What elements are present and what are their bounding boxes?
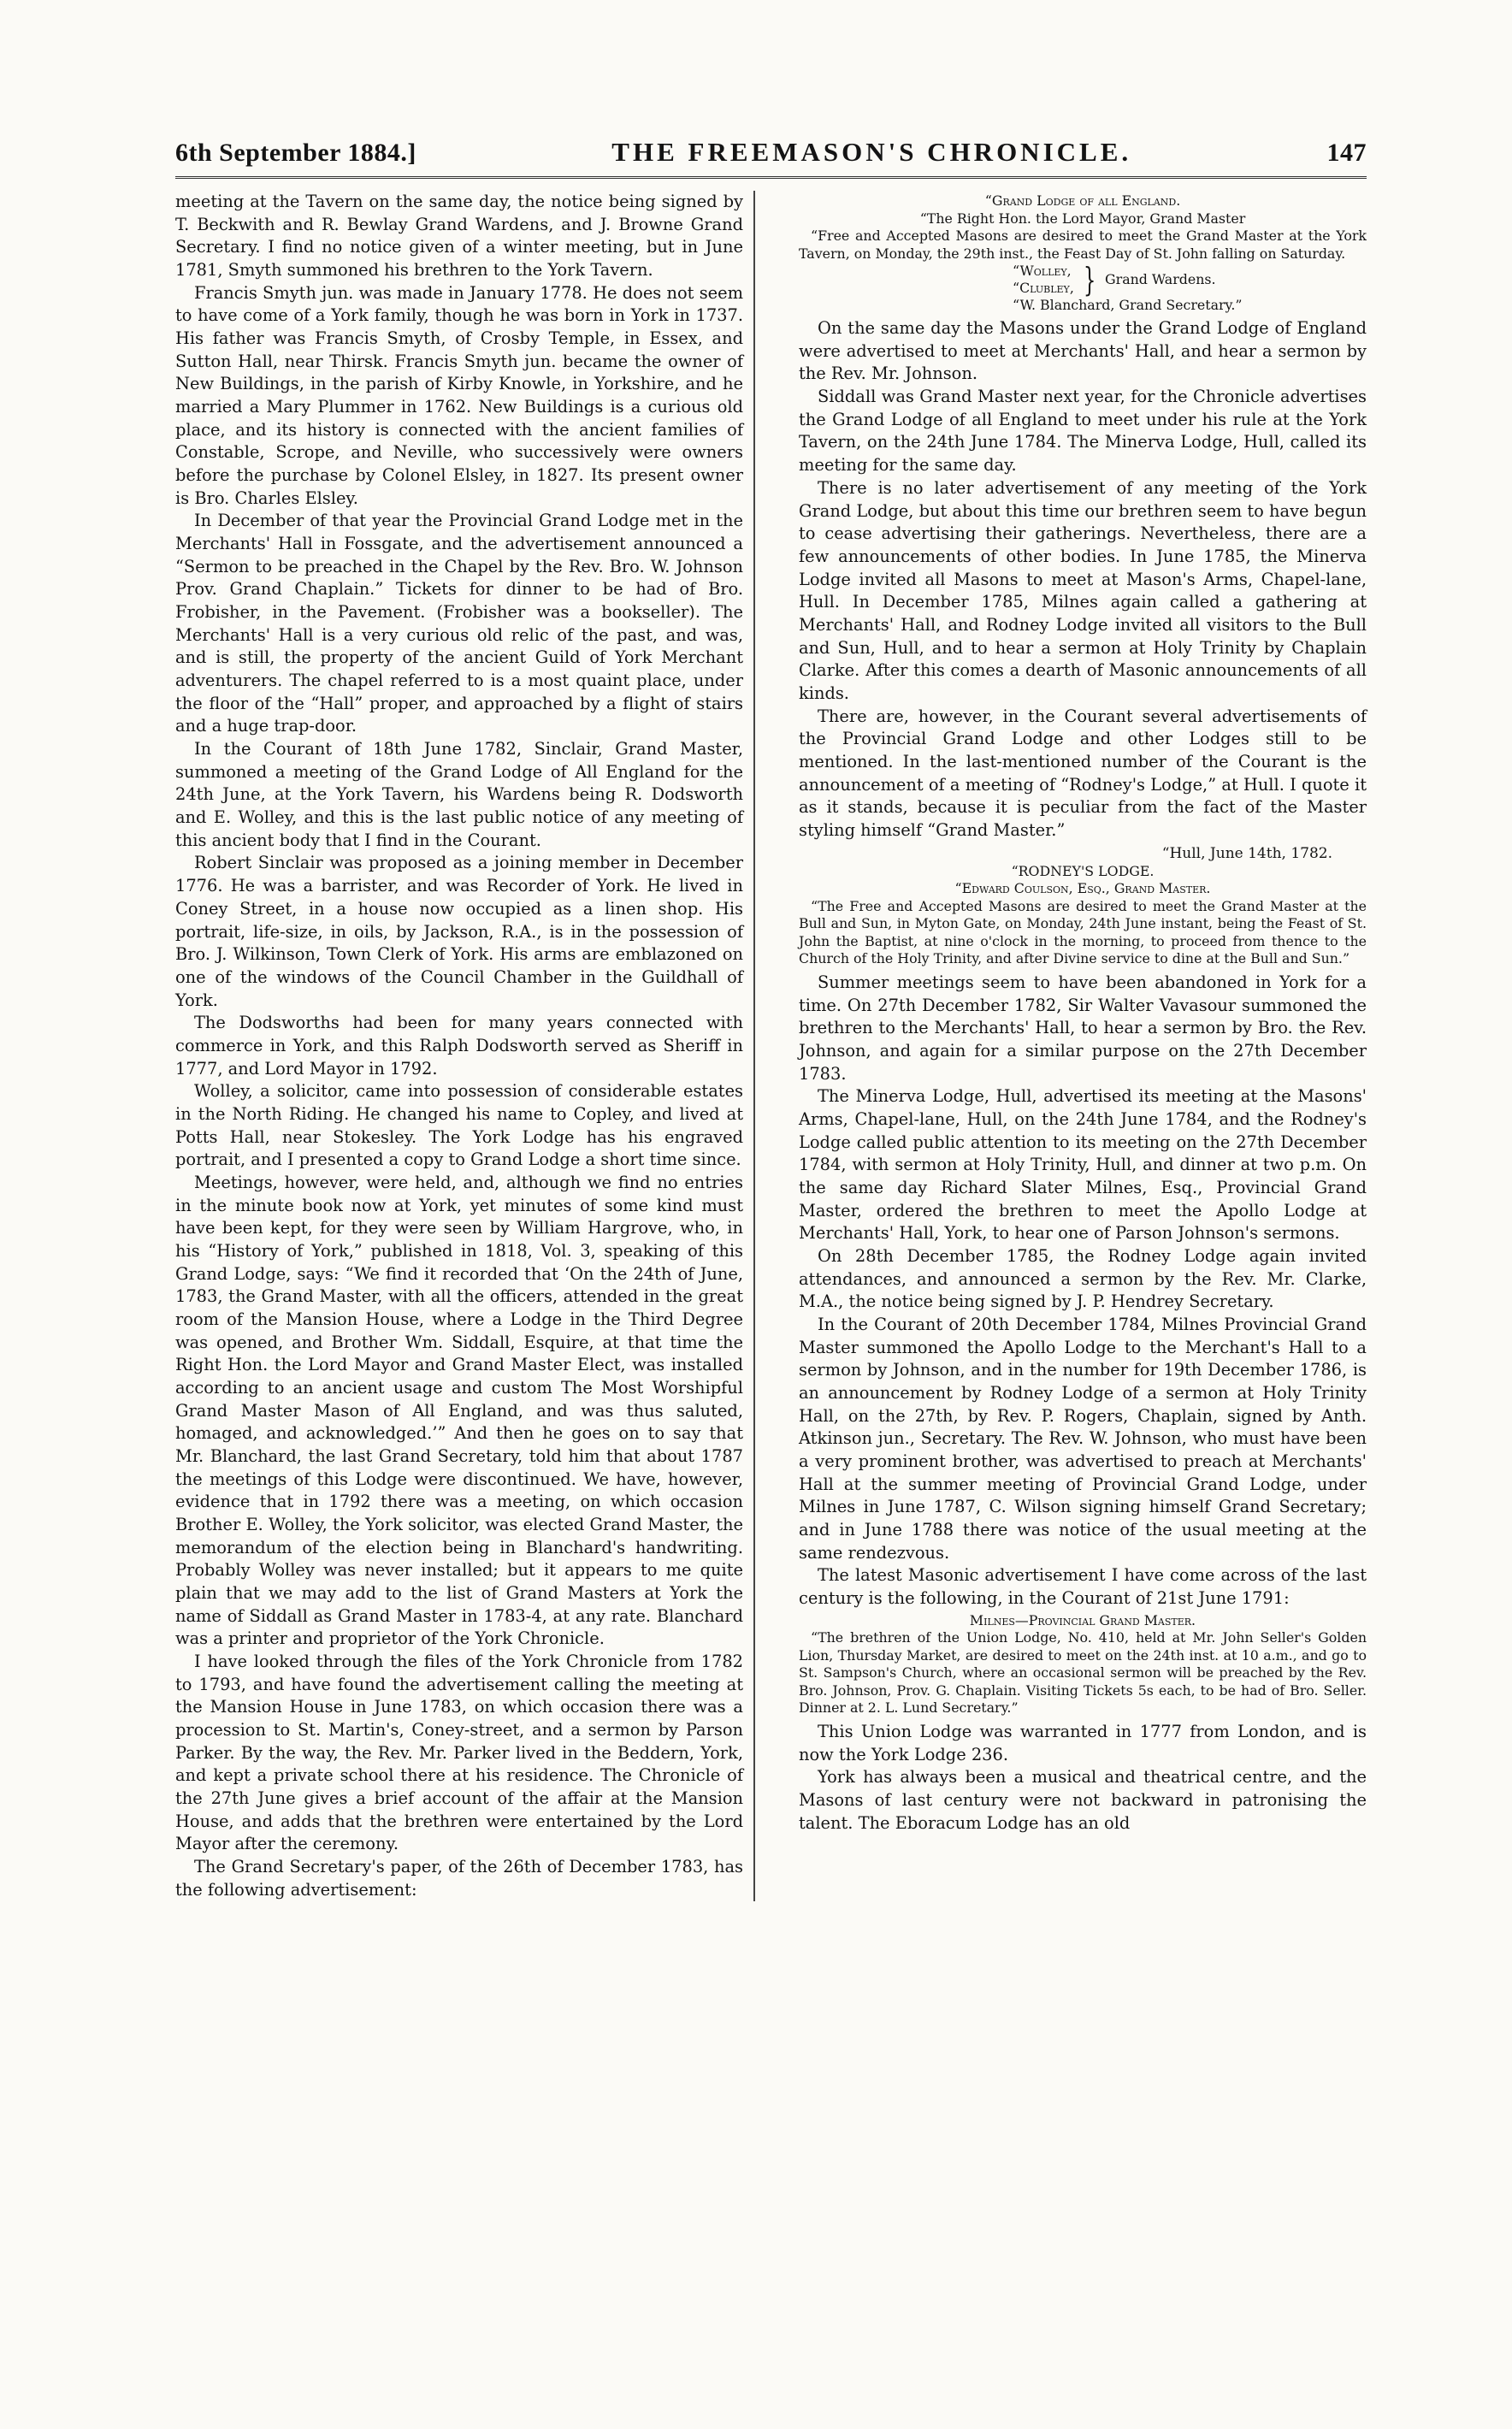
left-column (175, 191, 755, 1901)
header-date: 6th September 1884.] (175, 139, 416, 167)
paragraph: In the Courant of 18th June 1782, Sinclair, Grand Master, summoned a meeting of the Grand Lodge of All England for the 24th June, at the York Tavern, his Wardens being R. Dodsworth and E. Wolley, and this is the last public notice of any meeting of this ancient body that I find in the Courant. (175, 739, 743, 850)
paragraph: meeting at the Tavern on the same day, the notice being signed by T. Beckwith and R. Bewlay Grand Wardens, and J. Browne Grand Secretary. I find no notice given of a winter meeting, but in June 1781, Smyth summoned his brethren to the York Tavern. (175, 192, 743, 281)
advertisement-union-lodge (799, 1612, 1367, 1717)
secretary-signature: “W. Blanchard, Grand Secretary.” (1013, 296, 1243, 313)
paragraph: On the same day the Masons under the Grand Lodge of England were advertised to meet at Merchants' Hall, and hear a sermon by the Rev. Mr. Johnson. (799, 318, 1367, 384)
paragraph: This Union Lodge was warranted in 1777 from London, and is now the York Lodge 236. (799, 1721, 1367, 1764)
advertisement-title: “RODNEY'S LODGE. (1011, 862, 1155, 879)
paragraph: Summer meetings seem to have been abandoned in York for a time. On 27th December 1782, Sir Walter Vavasour summoned the brethren to the Merchants' Hall, to hear a sermon by Bro. the Rev. Johnson, and again for a similar purpose on the 27th December 1783. (799, 972, 1367, 1084)
paragraph: The latest Masonic advertisement I have come across of the last century is the following, in the Courant of 21st June 1791: (799, 1565, 1367, 1608)
paragraph: Francis Smyth jun. was made in January 1778. He does not seem to have come of a York family, though he was born in York in 1737. His father was Francis Smyth, of Crosby Temple, in Essex, and Sutton Hall, near Thirsk. Francis Smyth jun. became the owner of New Buildings, in the parish of Kirby Knowle, in Yorkshire, and he married a Mary Plummer in 1762. New Buildings is a curious old place, and its history is connected with the ancient families of Constable, Scrope, and Neville, who successively were owners before the purchase by Colonel Elsley, in 1827. Its present owner is Bro. Charles Elsley. (175, 282, 743, 508)
paragraph: Robert Sinclair was proposed as a joining member in December 1776. He was a barrister, and was Recorder of York. He lived in Coney Street, in a house now occupied as a linen shop. His portrait, life-size, in oils, by Jackson, R.A., is in the possession of Bro. J. Wilkinson, Town Clerk of York. His arms are emblazoned on one of the windows of the Council Chamber in the Guildhall of York. (175, 853, 743, 1010)
advertisement-grand-lodge (799, 192, 1367, 314)
brace-glyph: } (1083, 260, 1096, 298)
advertisement-master: “Edward Coulson, Esq., Grand Master. (954, 880, 1211, 897)
paragraph: The Grand Secretary's paper, of the 26th of December 1783, has the following advertisement: (175, 1857, 743, 1900)
paragraph: The Dodsworths had been for many years connected with commerce in York, and this Ralph Dodsworth served as Sheriff in 1777, and Lord Mayor in 1792. (175, 1013, 743, 1079)
text-columns (175, 191, 1367, 1901)
paragraph: Meetings, however, were held, and, although we find no entries in the minute book now at York, yet minutes of some kind must have been kept, for they were seen by William Hargrove, who, in his “History of York,” published in 1818, Vol. 3, speaking of this Grand Lodge, says: “We find it recorded that ‘On the 24th of June, 1783, the Grand Master, with all the officers, attended in the great room of the Mansion House, where a Lodge in the Third Degree was opened, and Brother Wm. Siddall, Esquire, at that time the Right Hon. the Lord Mayor and Grand Master Elect, was installed according to an ancient usage and custom The Most Worshipful Grand Master Mason of All England, and was thus saluted, homaged, and acknowledged.’” And then he goes on to say that Mr. Blanchard, the last Grand Secretary, told him that about 1787 the meetings of this Lodge were discontinued. We have, however, evidence that in 1792 there was a meeting, on which occasion Brother E. Wolley, the York solicitor, was elected Grand Master, the memorandum of the election being in Blanchard's handwriting. Probably Wolley was never installed; but it appears to me quite plain that we may add to the list of Grand Masters at York the name of Siddall as Grand Master in 1783-4, at any rate. Blanchard was a printer and proprietor of the York Chronicle. (175, 1172, 743, 1649)
paragraph: In December of that year the Provincial Grand Lodge met in the Merchants' Hall in Fossgate, and the advertisement announced a “Sermon to be preached in the Chapel by the Rev. Bro. W. Johnson Prov. Grand Chaplain.” Tickets for dinner to be had of Bro. Frobisher, in the Pavement. (Frobisher was a bookseller). The Merchants' Hall is a very curious old relic of the past, and was, and is still, the property of the ancient Guild of York Merchant adventurers. The chapel referred to is a most quaint place, under the floor of the “Hall” proper, and approached by a flight of stairs and a huge trap-door. (175, 511, 743, 736)
advertisement-body: “The brethren of the Union Lodge, No. 410, held at Mr. John Seller's Golden Lion, Thursday Market, are desired to meet on the 24th inst. at 10 a.m., and go to St. Sampson's Church, where an occasional sermon will be preached by the Rev. Bro. Johnson, Prov. G. Chaplain. Visiting Tickets 5s each, to be had of Bro. Seller. Dinner at 2. L. Lund Secretary.” (799, 1629, 1367, 1717)
signature-name: “Wolley, (1013, 263, 1072, 280)
paragraph: Siddall was Grand Master next year, for the Chronicle advertises the Grand Lodge of all England to meet under his rule at the York Tavern, on the 24th June 1784. The Minerva Lodge, Hull, called its meeting for the same day. (799, 387, 1367, 476)
right-column (790, 191, 1367, 1901)
paragraph: York has always been a musical and theatrical centre, and the Masons of last century were not backward in patronising the talent. The Eboracum Lodge has an old (799, 1767, 1367, 1833)
paragraph: There are, however, in the Courant several advertisements of the Provincial Grand Lodge and other Lodges still to be mentioned. In the last-mentioned number of the Courant is the announcement of a meeting of “Rodney's Lodge,” at Hull. I quote it as it stands, because it is peculiar from the fact of the Master styling himself “Grand Master.” (799, 706, 1367, 840)
paragraph: The Minerva Lodge, Hull, advertised its meeting at the Masons' Arms, Chapel-lane, Hull, on the 24th June 1784, and the Rodney's Lodge called public attention to its meeting on the 27th December 1784, with sermon at Holy Trinity, Hull, and dinner at two p.m. On the same day Richard Slater Milnes, Esq., Provincial Grand Master, ordered the brethren to meet the Apollo Lodge at Merchants' Hall, York, to hear one of Parson Johnson's sermons. (799, 1086, 1367, 1244)
advertisement-body: “The Free and Accepted Masons are desired to meet the Grand Master at the Bull and Sun, in Myton Gate, on Monday, 24th June instant, being the Feast of St. John the Baptist, at nine o'clock in the morning, to proceed from thence to the Church of the Holy Trinity, and after Divine service to dine at the Bull and Sun.” (799, 897, 1367, 967)
advertisement-line: “The Right Hon. the Lord Mayor, Grand Master (919, 210, 1246, 227)
wardens-signature (799, 260, 1367, 298)
paragraph: I have looked through the files of the York Chronicle from 1782 to 1793, and have found the advertisement calling the meeting at the Mansion House in June 1783, on which occasion there was a procession to St. Martin's, Coney-street, and a sermon by Parson Parker. By the way, the Rev. Mr. Parker lived in the Beddern, York, and kept a private school there at his residence. The Chronicle of the 27th June gives a brief account of the affair at the Mansion House, and adds that the brethren were entertained by the Lord Mayor after the ceremony. (175, 1652, 743, 1854)
advertisement-rodney-lodge (799, 844, 1367, 968)
advertisement-heading: Milnes—Provincial Grand Master. (969, 1611, 1196, 1628)
paragraph: There is no later advertisement of any meeting of the York Grand Lodge, but about this time our brethren seem to have begun to cease advertising their gatherings. Nevertheless, there are a few announcements of other bodies. In June 1785, the Minerva Lodge invited all Masons to meet at Mason's Arms, Chapel-lane, Hull. In December 1785, Milnes again called a gathering at Merchants' Hall, and Rodney Lodge invited all visitors to the Bull and Sun, Hull, and to hear a sermon at Holy Trinity by Chaplain Clarke. After this comes a dearth of Masonic announcements of all kinds. (799, 477, 1367, 703)
advertisement-body: “Free and Accepted Masons are desired to meet the Grand Master at the York Tavern, on Monday, the 29th inst., the Feast Day of St. John falling on Saturday. (799, 228, 1367, 262)
page-number: 147 (1326, 139, 1367, 167)
page-header (175, 137, 1367, 179)
paragraph: On 28th December 1785, the Rodney Lodge again invited attendances, and announced a sermon by the Rev. Mr. Clarke, M.A., the notice being signed by J. P. Hendrey Secretary. (799, 1245, 1367, 1312)
publication-title: THE FREEMASON'S CHRONICLE. (611, 137, 1132, 167)
paragraph: In the Courant of 20th December 1784, Milnes Provincial Grand Master summoned the Apollo Lodge to the Merchant's Hall to a sermon by Johnson, and in the number for 19th December 1786, is an announcement by Rodney Lodge of a sermon at Holy Trinity Hall, on the 27th, by Rev. P. Rogers, Chaplain, signed by Anth. Atkinson jun., Secretary. The Rev. W. Johnson, who must have been a very prominent brother, was advertised to preach at Merchants' Hall at the summer meeting of Provincial Grand Lodge, under Milnes in June 1787, C. Wilson signing himself Grand Secretary; and in June 1788 there was notice of the usual meeting at the same rendezvous. (799, 1314, 1367, 1563)
advertisement-dateline: “Hull, June 14th, 1782. (1161, 844, 1332, 862)
signature-name: “Clubley, (1013, 279, 1074, 296)
advertisement-heading: “Grand Lodge of all England. (984, 192, 1181, 209)
paragraph: Wolley, a solicitor, came into possession of considerable estates in the North Riding. He changed his name to Copley, and lived at Potts Hall, near Stokesley. The York Lodge has his engraved portrait, and I presented a copy to Grand Lodge a short time since. (175, 1081, 743, 1170)
signature-role: Grand Wardens. (1105, 270, 1216, 287)
